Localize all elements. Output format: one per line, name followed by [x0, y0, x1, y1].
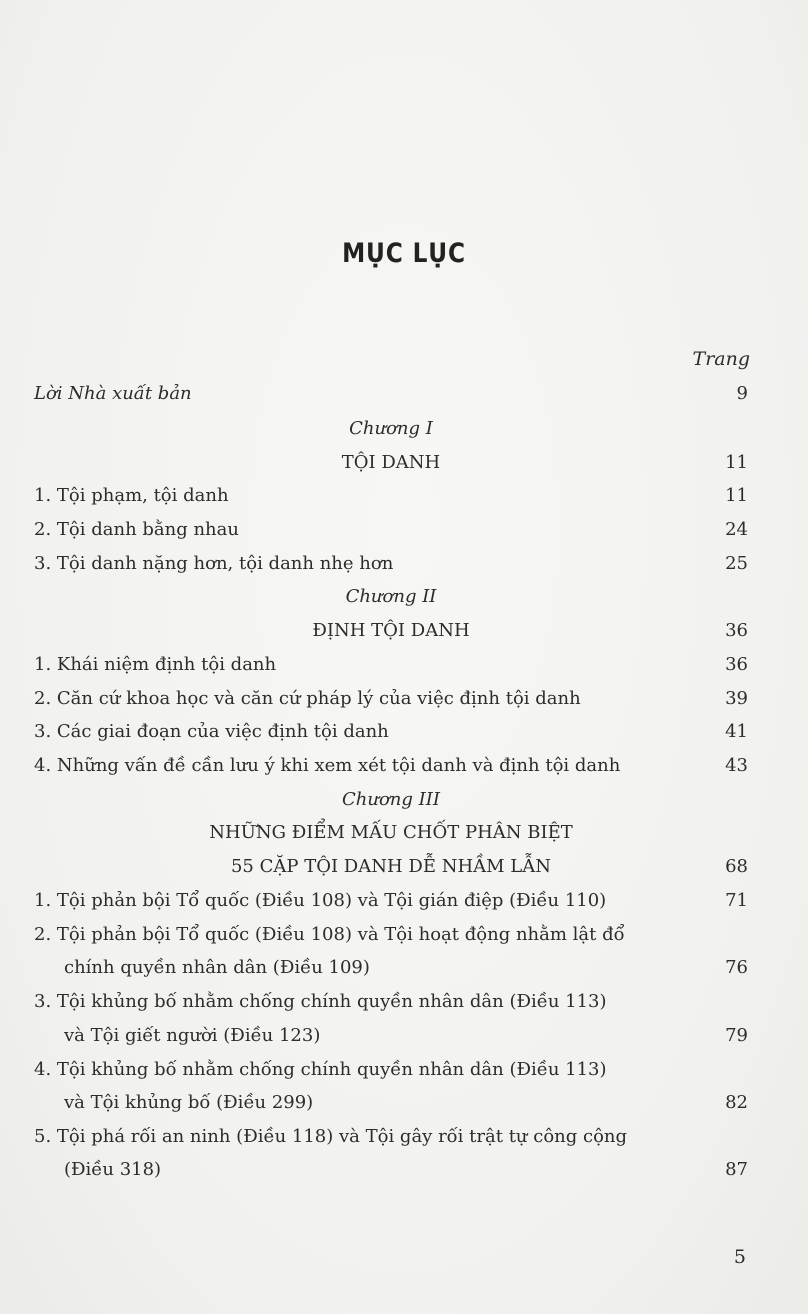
- page-column-label: Trang: [692, 348, 750, 370]
- toc-entry-page: 79: [725, 1025, 748, 1046]
- toc-entry-page: 76: [725, 957, 748, 978]
- toc-entry-page: 25: [725, 553, 748, 574]
- toc-entry-text: 1. Tội phạm, tội danh: [34, 485, 229, 506]
- toc-entry-page: 9: [736, 383, 748, 404]
- toc-entry-page: 24: [725, 519, 748, 540]
- toc-entry-text: và Tội giết người (Điều 123): [64, 1025, 321, 1046]
- page-title: MỤC LỤC: [342, 238, 466, 269]
- toc-entry-text: 3. Các giai đoạn của việc định tội danh: [34, 721, 389, 742]
- chapter-1-title[interactable]: [34, 448, 748, 478]
- toc-entry-text: 3. Tội khủng bố nhằm chống chính quyền nhân dân (Điều 113): [34, 991, 607, 1012]
- toc-entry-ch2-s3[interactable]: [34, 717, 748, 747]
- toc-entry-page: 43: [725, 755, 748, 776]
- toc-entry-ch2-s2[interactable]: [34, 684, 748, 714]
- toc-entry-ch3-s4-line-1[interactable]: [34, 1055, 748, 1085]
- toc-entry-page: 71: [725, 890, 748, 911]
- toc-entry-foreword[interactable]: [34, 379, 748, 409]
- toc-entry-ch3-s5-line-1[interactable]: [34, 1122, 748, 1152]
- toc-entry-ch3-s2-line-2[interactable]: [34, 953, 748, 983]
- toc-entry-page: 82: [725, 1092, 748, 1113]
- toc-entry-text: và Tội khủng bố (Điều 299): [64, 1092, 314, 1113]
- toc-entry-text: 2. Căn cứ khoa học và căn cứ pháp lý của việc định tội danh: [34, 688, 581, 709]
- chapter-3-title-line-1[interactable]: [34, 818, 748, 848]
- toc-entry-page: 41: [725, 721, 748, 742]
- chapter-3-label: [34, 785, 748, 815]
- chapter-title-text: 55 CẶP TỘI DANH DỄ NHẦM LẪN: [230, 856, 552, 877]
- toc-entry-ch3-s4-line-2[interactable]: [34, 1088, 748, 1118]
- toc-entry-ch3-s5-line-2[interactable]: [34, 1155, 748, 1185]
- toc-entry-ch1-s1[interactable]: [34, 481, 748, 511]
- toc-entry-page: 87: [725, 1159, 748, 1180]
- toc-entry-text: 4. Tội khủng bố nhằm chống chính quyền nhân dân (Điều 113): [34, 1059, 607, 1080]
- page-number: 5: [733, 1246, 746, 1268]
- toc-entry-page: 68: [725, 856, 748, 877]
- toc-entry-ch2-s1[interactable]: [34, 650, 748, 680]
- chapter-2-title[interactable]: [34, 616, 748, 646]
- chapter-label-text: Chương I: [349, 418, 433, 439]
- chapter-title-text: ĐỊNH TỘI DANH: [312, 620, 470, 641]
- chapter-label-text: Chương II: [345, 586, 437, 607]
- toc-entry-page: 36: [725, 654, 748, 675]
- toc-entry-page: 36: [725, 620, 748, 641]
- toc-entry-page: 11: [725, 485, 748, 506]
- chapter-3-title-line-2[interactable]: [34, 852, 748, 882]
- toc-entry-ch3-s3-line-2[interactable]: [34, 1021, 748, 1051]
- toc-entry-text: 4. Những vấn đề cần lưu ý khi xem xét tội danh và định tội danh: [34, 755, 621, 776]
- toc-entry-ch1-s3[interactable]: [34, 549, 748, 579]
- toc-entry-text: 2. Tội phản bội Tổ quốc (Điều 108) và Tội hoạt động nhằm lật đổ: [34, 924, 625, 945]
- toc-entry-page: 11: [725, 452, 748, 473]
- toc-entry-ch3-s1[interactable]: [34, 886, 748, 916]
- toc-entry-text: (Điều 318): [64, 1159, 162, 1180]
- toc-entry-text: 1. Khái niệm định tội danh: [34, 654, 277, 675]
- toc-entry-text: 5. Tội phá rối an ninh (Điều 118) và Tội gây rối trật tự công cộng: [34, 1126, 628, 1147]
- toc-entry-ch1-s2[interactable]: [34, 515, 748, 545]
- toc-entry-ch3-s3-line-1[interactable]: [34, 987, 748, 1017]
- chapter-title-text: TỘI DANH: [341, 452, 441, 473]
- toc-entry-page: 39: [725, 688, 748, 709]
- toc-entry-text: 3. Tội danh nặng hơn, tội danh nhẹ hơn: [34, 553, 394, 574]
- toc-entry-ch2-s4[interactable]: [34, 751, 748, 781]
- chapter-2-label: [34, 582, 748, 612]
- toc-entry-text: 2. Tội danh bằng nhau: [34, 519, 239, 540]
- toc-entry-text: chính quyền nhân dân (Điều 109): [64, 957, 370, 978]
- toc-entry-ch3-s2-line-1[interactable]: [34, 920, 748, 950]
- chapter-title-text: NHỮNG ĐIỂM MẤU CHỐT PHÂN BIỆT: [209, 822, 573, 843]
- toc-entry-text: 1. Tội phản bội Tổ quốc (Điều 108) và Tội gián điệp (Điều 110): [34, 890, 607, 911]
- toc-entry-text: Lời Nhà xuất bản: [34, 383, 192, 404]
- chapter-1-label: [34, 414, 748, 444]
- chapter-label-text: Chương III: [342, 789, 440, 810]
